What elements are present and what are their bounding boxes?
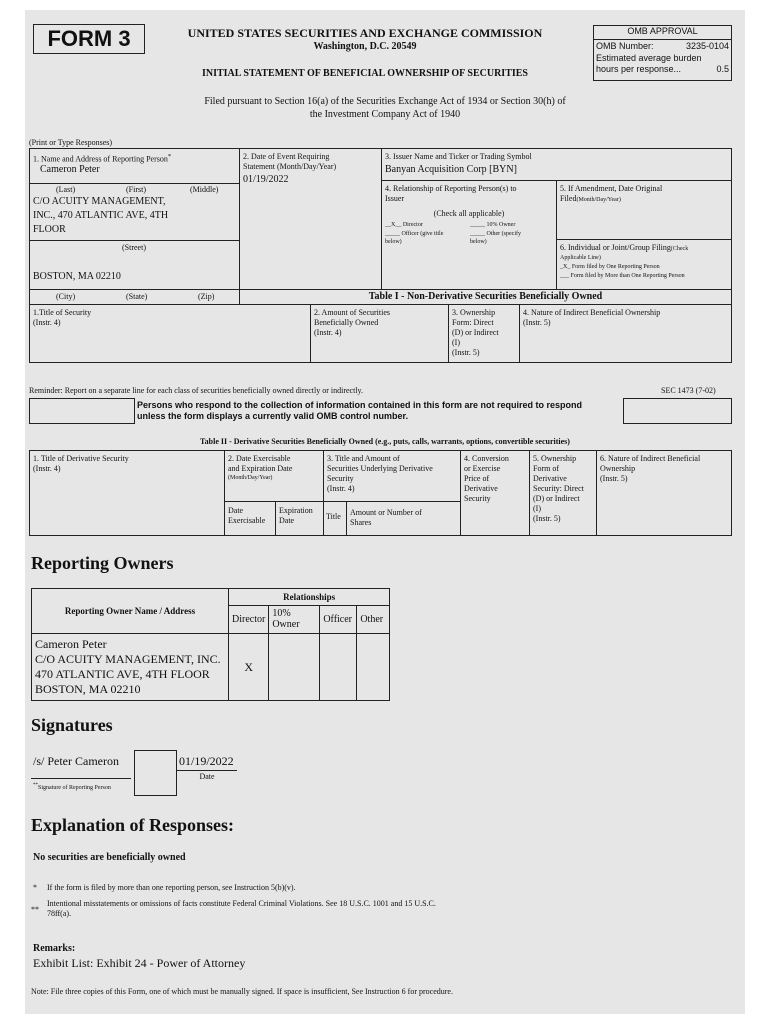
table1-col-amount xyxy=(310,304,449,363)
city-labels-box xyxy=(29,289,240,305)
table2-c2a: 2. Date Exercisable xyxy=(228,454,291,463)
omb-burden-line2: hours per response... xyxy=(596,64,682,74)
table2-c5e: (D) or Indirect xyxy=(533,494,580,503)
amendment-box xyxy=(556,180,732,240)
other-below: below) xyxy=(470,239,487,245)
table2-c4a: 4. Conversion xyxy=(464,454,509,463)
reporting-person-name: Cameron Peter xyxy=(40,164,100,175)
table2-c2e1: Expiration xyxy=(279,506,313,515)
table2-c5f: (I) xyxy=(533,504,541,513)
box6-label1: 6. Individual or Joint/Group Filing xyxy=(560,243,671,252)
remarks-label: Remarks: xyxy=(33,943,76,954)
table2-col-conversion xyxy=(460,450,530,536)
filing-option-more: ___ Form filed by More than One Reporting Person xyxy=(560,273,685,279)
reminder-left-box xyxy=(29,398,135,424)
ten-pct-owner-checkbox: _____ 10% Owner xyxy=(470,222,516,228)
table1-col3d: (I) xyxy=(452,338,460,347)
filed-pursuant-line2: the Investment Company Act of 1940 xyxy=(309,109,461,120)
footnote-double-star-mark: ** xyxy=(31,905,39,914)
table2-col-expiration xyxy=(275,501,324,536)
ro-col-other: Other xyxy=(357,606,390,634)
table2-col-underlying xyxy=(323,450,461,502)
table2-c3f2: Shares xyxy=(350,518,372,527)
table1-col3b: Form: Direct xyxy=(452,318,494,327)
address-line3: FLOOR xyxy=(33,224,66,235)
table2-c2b: and Expiration Date xyxy=(228,464,293,473)
table1-col-title xyxy=(29,304,311,363)
ro-owner-line2: C/O ACUITY MANAGEMENT, INC. xyxy=(35,652,221,666)
table1-col-nature xyxy=(519,304,732,363)
signature-block xyxy=(31,750,237,796)
ro-director-mark: X xyxy=(229,634,269,701)
label-street: (Street) xyxy=(122,243,146,252)
table2-c6a: 6. Nature of Indirect Beneficial xyxy=(600,454,701,463)
table1-col2b: Beneficially Owned xyxy=(314,318,379,327)
ro-col-relationships: Relationships xyxy=(229,589,390,606)
label-state: (State) xyxy=(126,292,148,301)
signature-date-label: Date xyxy=(199,772,215,781)
reporting-person-box xyxy=(29,148,240,241)
table2-c5b: Form of xyxy=(533,464,559,473)
label-last: (Last) xyxy=(56,185,76,194)
issuer-box xyxy=(381,148,732,181)
ro-col-officer: Officer xyxy=(320,606,357,634)
sec-number: SEC 1473 (7-02) xyxy=(661,386,716,395)
table2-c2d1: Date xyxy=(228,506,244,515)
table2-col-nature xyxy=(596,450,732,536)
table2-c3d: (Instr. 4) xyxy=(327,484,355,493)
signature-date: 01/19/2022 xyxy=(179,754,234,768)
table2-c1b: (Instr. 4) xyxy=(33,464,61,473)
table2-col-underlying-title xyxy=(323,501,347,536)
table2-c3a: 3. Title and Amount of xyxy=(327,454,400,463)
persons-respond-line2: unless the form displays a currently valid OMB control number. xyxy=(137,411,409,421)
city-state-zip: BOSTON, MA 02210 xyxy=(33,271,121,282)
table2-c5c: Derivative xyxy=(533,474,567,483)
table2-c3c: Security xyxy=(327,474,354,483)
table1-col3a: 3. Ownership xyxy=(452,308,496,317)
table2-col-ownership-form xyxy=(529,450,597,536)
ro-col-ten-pct xyxy=(269,606,320,634)
omb-title: OMB APPROVAL xyxy=(594,26,731,40)
box2-label1: 2. Date of Event Requiring xyxy=(243,152,330,161)
label-city: (City) xyxy=(56,292,76,301)
other-checkbox: _____ Other (specify xyxy=(470,231,521,237)
table2-c3b: Securities Underlying Derivative xyxy=(327,464,433,473)
table2-c3e: Title xyxy=(326,512,341,521)
table2-c1a: 1. Title of Derivative Security xyxy=(33,454,129,463)
form-title: FORM 3 xyxy=(33,24,145,54)
box1-label: 1. Name and Address of Reporting Person xyxy=(33,154,168,164)
table2-c6c: (Instr. 5) xyxy=(600,474,628,483)
ro-ten-pct-line1: 10% xyxy=(272,608,291,619)
ro-other-mark xyxy=(357,634,390,701)
persons-respond-line1: Persons who respond to the collection of information contained in this form are not required to respond xyxy=(137,400,583,410)
ro-ten-pct-mark xyxy=(269,634,320,701)
table2-c2e2: Date xyxy=(279,516,295,525)
omb-burden-value: 0.5 xyxy=(716,64,729,74)
event-date-box xyxy=(239,148,382,290)
table2-col-title xyxy=(29,450,225,536)
print-type-note: (Print or Type Responses) xyxy=(29,138,113,147)
box4-label1: 4. Relationship of Reporting Person(s) to xyxy=(385,184,517,193)
reminder-right-box xyxy=(623,398,732,424)
officer-below: below) xyxy=(385,239,402,245)
footnote-double-star-line1: Intentional misstatements or omissions of facts constitute Federal Criminal Violations. See 18 U.S.C. 1001 and 15 U.S.C. xyxy=(47,899,436,908)
box5-label2: Filed xyxy=(560,194,577,203)
table1-col4b: (Instr. 5) xyxy=(523,318,551,327)
table2-col-underlying-shares xyxy=(346,501,461,536)
table2-c2d2: Exercisable xyxy=(228,516,266,525)
table1-title: Table I - Non-Derivative Securities Beneficially Owned xyxy=(239,289,732,305)
ro-officer-mark xyxy=(320,634,357,701)
filing-option-one: _X_ Form filed by One Reporting Person xyxy=(560,264,660,270)
event-date-value: 01/19/2022 xyxy=(243,174,289,185)
box6-check: (Check xyxy=(670,246,689,252)
signature-label: Signature of Reporting Person xyxy=(38,785,111,791)
table2-c6b: Ownership xyxy=(600,464,636,473)
label-middle: (Middle) xyxy=(190,185,219,194)
form-page xyxy=(25,10,745,1014)
table1-col3e: (Instr. 5) xyxy=(452,348,480,357)
table2-c4b: or Exercise xyxy=(464,464,501,473)
relationship-box xyxy=(381,180,557,290)
label-zip: (Zip) xyxy=(198,292,215,301)
box2-label2: Statement (Month/Day/Year) xyxy=(243,162,337,171)
file-copies-note: Note: File three copies of this Form, one of which must be manually signed. If space is insufficient, See Instruction 6 for procedure. xyxy=(31,987,453,996)
filing-type-box xyxy=(556,239,732,290)
reminder-text: Reminder: Report on a separate line for each class of securities beneficially owned directly or indirectly. xyxy=(29,386,364,395)
ro-col-name: Reporting Owner Name / Address xyxy=(32,589,229,634)
table1-col2a: 2. Amount of Securities xyxy=(314,308,390,317)
table2-c3f1: Amount or Number of xyxy=(350,508,422,517)
officer-checkbox: _____ Officer (give title xyxy=(385,231,444,237)
ro-col-director: Director xyxy=(229,606,269,634)
address-line2: INC., 470 ATLANTIC AVE, 4TH xyxy=(33,210,169,221)
table2-c4c: Price of xyxy=(464,474,490,483)
ro-owner-line4: BOSTON, MA 02210 xyxy=(35,682,141,696)
reporting-owners-heading: Reporting Owners xyxy=(31,553,174,573)
address-line1: C/O ACUITY MANAGEMENT, xyxy=(33,196,166,207)
director-checkbox: __X__ Director xyxy=(385,222,423,228)
table2-c2c: (Month/Day/Year) xyxy=(228,475,273,481)
table1-col1: 1.Title of Security xyxy=(33,308,92,317)
table2-col-date-exercisable xyxy=(224,501,276,536)
omb-number-value: 3235-0104 xyxy=(685,41,729,51)
footnote-double-star-line2: 78ff(a). xyxy=(47,909,72,918)
table2-c4e: Security xyxy=(464,494,491,503)
box4-label2: Issuer xyxy=(385,194,405,203)
statement-title: INITIAL STATEMENT OF BENEFICIAL OWNERSHIP OF SECURITIES xyxy=(201,68,528,79)
no-securities-note: No securities are beneficially owned xyxy=(33,852,186,863)
omb-number-label: OMB Number: xyxy=(596,41,654,51)
agency-location: Washington, D.C. 20549 xyxy=(313,41,417,52)
table1-col3c: (D) or Indirect xyxy=(452,328,499,337)
ro-owner-line3: 470 ATLANTIC AVE, 4TH FLOOR xyxy=(35,667,210,681)
issuer-name-value: Banyan Acquisition Corp [BYN] xyxy=(385,164,517,175)
table2-c5d: Security: Direct xyxy=(533,484,584,493)
omb-burden-line1: Estimated average burden xyxy=(596,53,702,63)
box3-label: 3. Issuer Name and Ticker or Trading Symbol xyxy=(385,152,532,161)
table2-title: Table II - Derivative Securities Beneficially Owned (e.g., puts, calls, warrants, options, convertible securities) xyxy=(200,437,570,446)
filed-pursuant-line1: Filed pursuant to Section 16(a) of the Securities Exchange Act of 1934 or Section 30(h) of xyxy=(204,96,566,107)
signatures-heading: Signatures xyxy=(31,715,113,735)
table1-col2c: (Instr. 4) xyxy=(314,328,342,337)
table2-c5a: 5. Ownership xyxy=(533,454,577,463)
table2-col-dates xyxy=(224,450,324,502)
remarks-text: Exhibit List: Exhibit 24 - Power of Attorney xyxy=(33,956,246,970)
footnote-star-text: If the form is filed by more than one reporting person, see Instruction 5(b)(v). xyxy=(47,883,296,892)
label-first: (First) xyxy=(126,185,146,194)
omb-approval-box xyxy=(593,25,732,81)
ro-owner-line1: Cameron Peter xyxy=(35,637,107,651)
street-box xyxy=(29,240,240,290)
agency-name: UNITED STATES SECURITIES AND EXCHANGE COMMISSION xyxy=(187,26,543,40)
check-all-applicable: (Check all applicable) xyxy=(433,209,505,218)
ro-owner-cell xyxy=(32,634,229,701)
reporting-owners-table xyxy=(31,588,390,701)
table1-col1b: (Instr. 4) xyxy=(33,318,61,327)
box6-label2: Applicable Line) xyxy=(560,255,601,261)
table1-col-ownership xyxy=(448,304,520,363)
explanation-heading: Explanation of Responses: xyxy=(31,815,235,835)
table2-c4d: Derivative xyxy=(464,484,498,493)
table1-col4a: 4. Nature of Indirect Beneficial Ownership xyxy=(523,308,661,317)
box5-label3: (Month/Day/Year) xyxy=(576,197,621,203)
signature-label-prefix: ** xyxy=(33,783,38,788)
ro-ten-pct-line2: Owner xyxy=(272,619,300,630)
box1-star: * xyxy=(167,153,172,160)
footnote-star-mark: * xyxy=(33,883,37,892)
box5-label1: 5. If Amendment, Date Original xyxy=(560,184,663,193)
signature-value: /s/ Peter Cameron xyxy=(33,754,119,768)
table2-c5g: (Instr. 5) xyxy=(533,514,561,523)
